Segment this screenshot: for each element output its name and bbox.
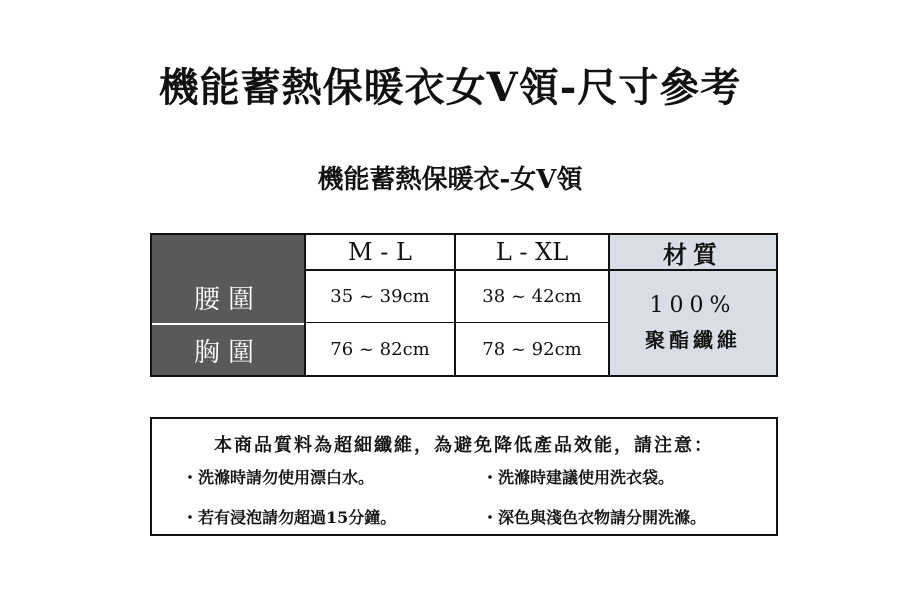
waist-l-xl-value: 38 ~ 42cm [456, 271, 610, 323]
row-header-chest: 胸圍 [152, 323, 304, 375]
column-header-m-l: M - L [304, 235, 456, 271]
product-subtitle: 機能蓄熱保暖衣-女V領 [317, 165, 583, 195]
chest-l-xl-value: 78 ~ 92cm [456, 323, 610, 375]
care-notice-heading: 本商品質料為超細纖維，為避免降低產品效能，請注意： [214, 435, 714, 456]
row-header-waist: 腰圍 [152, 271, 304, 323]
waist-m-l-value: 35 ~ 39cm [304, 271, 456, 323]
chest-m-l-value: 76 ~ 82cm [304, 323, 456, 375]
material-cell [610, 271, 776, 375]
material-header: 材質 [610, 235, 776, 271]
size-chart-table [150, 233, 778, 377]
care-tip-laundry-bag: ・洗滌時建議使用洗衣袋。 [482, 468, 675, 487]
column-header-l-xl: L - XL [456, 235, 610, 271]
material-percent: 100% [649, 293, 737, 318]
table-corner-cell [152, 235, 304, 271]
care-tip-soak-limit: ・若有浸泡請勿超過15分鐘。 [182, 508, 397, 527]
care-tip-separate-colors: ・深色與淺色衣物請分開洗滌。 [482, 508, 707, 527]
page-title: 機能蓄熱保暖衣女V領-尺寸參考 [158, 64, 742, 111]
care-tip-no-bleach: ・洗滌時請勿使用漂白水。 [182, 468, 375, 487]
material-name: 聚酯纖維 [645, 328, 741, 352]
care-notice-box [150, 417, 778, 536]
